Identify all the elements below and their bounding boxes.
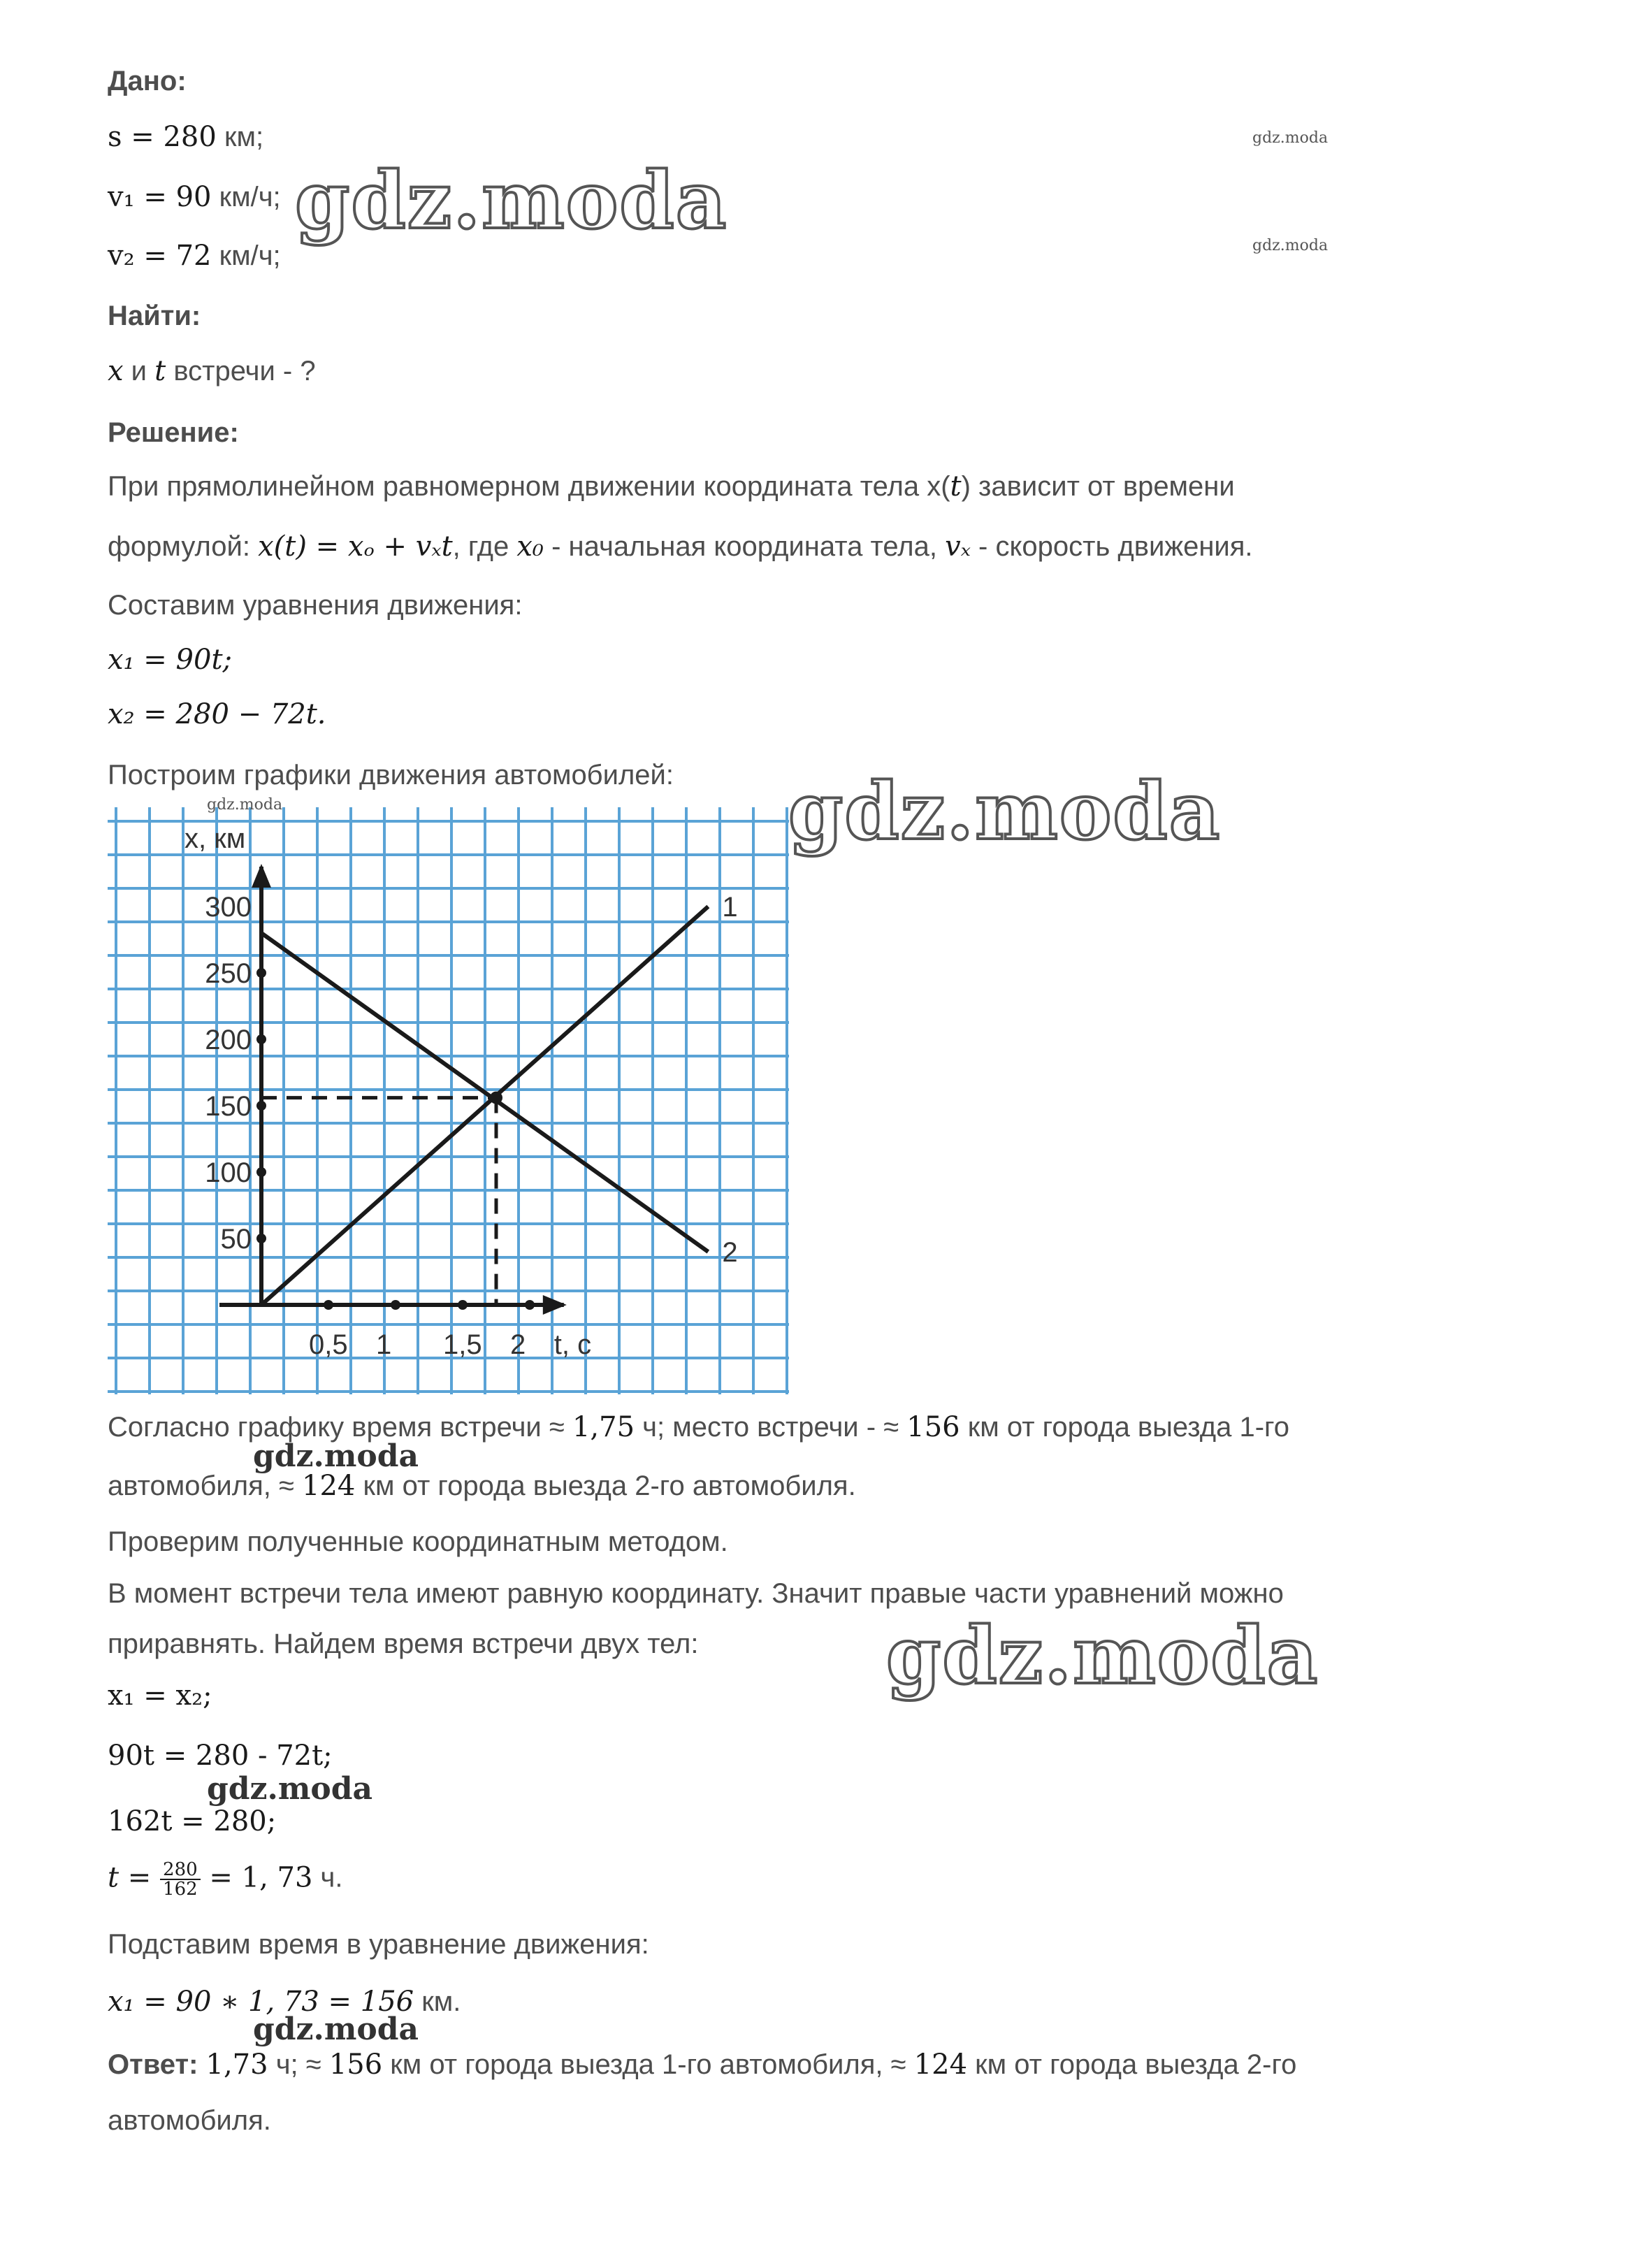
answer-d2: 124 <box>913 2049 968 2081</box>
p2-formula: x(t) = xₒ + vₓt <box>258 530 453 563</box>
given-heading: Дано: <box>108 66 187 96</box>
solution-p2 <box>108 530 1253 563</box>
series-label-2: 2 <box>722 1237 738 1268</box>
answer-time: 1,73 <box>205 2049 268 2081</box>
x-tick-dot <box>324 1300 333 1310</box>
p5-distance: 156 <box>906 1411 960 1443</box>
given-s <box>108 120 263 154</box>
given-v2 <box>108 239 281 273</box>
watermark-7: gdz.moda <box>1252 129 1329 147</box>
eq7-unit: км. <box>414 1986 461 2017</box>
x-tick-dot <box>525 1300 535 1310</box>
x-tick-dot <box>458 1300 468 1310</box>
answer-label: Ответ: <box>108 2049 206 2080</box>
watermark-1: gdz.moda <box>295 155 728 247</box>
given-v2-unit: км/ч; <box>211 240 281 271</box>
x-tick-dot <box>391 1300 400 1310</box>
y-axis-label: x, км <box>184 823 246 854</box>
y-tick-dot <box>256 1167 266 1177</box>
p1-start: При прямолинейном равномерном движении координата тела x( <box>108 471 950 502</box>
solution-p7: Проверим полученные координатным методом. <box>108 1526 728 1557</box>
solution-p4: Построим графики движения автомобилей: <box>108 760 674 790</box>
y-tick-dot <box>256 1034 266 1044</box>
eq6-fraction <box>160 1861 201 1898</box>
find-x: x <box>108 355 124 387</box>
given-s-unit: км; <box>216 122 264 152</box>
given-v1-formula: v₁ = 90 <box>108 181 212 213</box>
watermark-5: gdz.moda <box>207 1771 373 1807</box>
motion-graph <box>108 807 789 1394</box>
given-s-formula: s = 280 <box>108 121 217 153</box>
answer-line-2: автомобиля. <box>108 2105 271 2136</box>
y-tick-dot <box>256 1101 266 1111</box>
y-tick-label: 200 <box>205 1025 252 1055</box>
watermark-9: gdz.moda <box>207 796 283 814</box>
y-tick-dot <box>256 968 266 978</box>
solution-p8: В момент встречи тела имеют равную координату. Значит правые части уравнений можно <box>108 1578 1284 1609</box>
y-tick-dot <box>256 1234 266 1243</box>
find-and: и <box>123 356 155 387</box>
solution-p6 <box>108 1469 856 1503</box>
watermark-3: gdz.moda <box>886 1610 1319 1702</box>
eq6-start: t = <box>108 1861 161 1894</box>
p5-time: 1,75 <box>572 1411 635 1443</box>
y-tick-label: 300 <box>205 892 252 923</box>
equation-90t: 90t = 280 - 72t; <box>108 1740 333 1772</box>
x-tick-label: 2 <box>510 1329 526 1360</box>
p2-vx: vₓ <box>945 530 971 563</box>
y-tick-label: 50 <box>220 1224 252 1255</box>
x-tick-label: 0,5 <box>309 1329 348 1360</box>
y-tick-label: 250 <box>205 958 252 989</box>
p2-mid2: - начальная координата тела, <box>543 531 946 562</box>
find-t: t <box>154 355 166 387</box>
x-axis-arrow <box>543 1295 567 1315</box>
x-tick-label: 1,5 <box>443 1329 482 1360</box>
watermark-4: gdz.moda <box>253 1438 419 1474</box>
find-rest: встречи - ? <box>166 356 316 387</box>
x-axis-label: t, c <box>553 1329 592 1360</box>
equation-x1-x2: x₁ = x₂; <box>108 1680 212 1712</box>
p1-end: ) зависит от времени <box>961 471 1235 502</box>
watermark-2: gdz.moda <box>788 766 1222 858</box>
answer-d1: 156 <box>328 2049 383 2081</box>
find-line <box>108 354 316 388</box>
y-tick-label: 150 <box>205 1091 252 1122</box>
equation-x1: x₁ = 90t; <box>108 644 232 676</box>
find-heading: Найти: <box>108 301 201 331</box>
p5-mid: ч; место встречи - ≈ <box>635 1412 907 1443</box>
equation-t <box>108 1861 342 1898</box>
eq6-denominator: 162 <box>163 1879 198 1900</box>
answer-t1: ч; ≈ <box>268 2049 329 2080</box>
solution-p3: Составим уравнения движения: <box>108 590 523 621</box>
p6-end: км от города выезда 2-го автомобиля. <box>355 1471 856 1501</box>
equation-x2: x₂ = 280 − 72t. <box>108 698 326 730</box>
intersection-point <box>490 1092 502 1104</box>
eq6-end: = 1, 73 <box>200 1861 313 1894</box>
y-axis-arrow <box>252 864 271 888</box>
answer-line <box>108 2048 1296 2081</box>
solution-p1 <box>108 470 1235 503</box>
watermark-6: gdz.moda <box>253 2011 419 2047</box>
solution-p9: приравнять. Найдем время встречи двух тел: <box>108 1628 699 1659</box>
y-tick-label: 100 <box>205 1157 252 1188</box>
p5-start: Согласно графику время встречи ≈ <box>108 1412 572 1443</box>
graph-series <box>261 892 738 1305</box>
eq7-formula: x₁ = 90 ∗ 1, 73 = 156 <box>108 1986 414 2018</box>
answer-t2: км от города выезда 1-го автомобиля, ≈ <box>382 2049 914 2080</box>
p2-start: формулой: <box>108 531 259 562</box>
x-tick-label: 1 <box>376 1329 392 1360</box>
p6-start: автомобиля, ≈ <box>108 1471 303 1501</box>
eq6-unit: ч. <box>312 1862 343 1893</box>
p2-end: - скорость движения. <box>970 531 1253 562</box>
eq6-numerator: 280 <box>160 1861 201 1880</box>
p1-t: t <box>950 470 962 503</box>
solution-p10: Подставим время в уравнение движения: <box>108 1929 649 1960</box>
p2-mid: , где <box>452 531 517 562</box>
answer-t3: км от города выезда 2-го <box>967 2049 1297 2080</box>
p2-x0: x₀ <box>516 530 544 563</box>
p5-end: км от города выезда 1-го <box>960 1412 1289 1443</box>
series-label-1: 1 <box>722 892 738 923</box>
watermark-8: gdz.moda <box>1252 237 1329 254</box>
given-v1-unit: км/ч; <box>211 182 281 212</box>
solution-heading: Решение: <box>108 417 239 448</box>
equation-162t: 162t = 280; <box>108 1805 277 1837</box>
given-v1 <box>108 180 281 214</box>
given-v2-formula: v₂ = 72 <box>108 240 212 272</box>
p6-distance: 124 <box>302 1470 356 1502</box>
